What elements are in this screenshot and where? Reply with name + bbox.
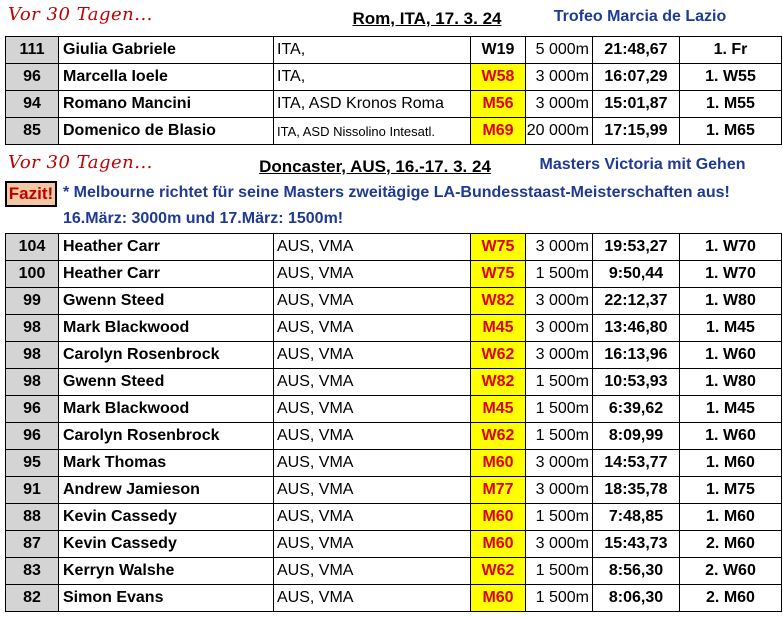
placing-cell: 1. W60 — [680, 342, 782, 369]
table-row — [6, 477, 782, 504]
points-cell: 82 — [6, 585, 59, 612]
points-cell: 111 — [6, 37, 59, 64]
distance-cell: 3 000m — [526, 531, 593, 558]
distance-cell: 1 500m — [526, 504, 593, 531]
athlete-name-cell: Andrew Jamieson — [59, 477, 274, 504]
time-cell: 16:13,96 — [593, 342, 680, 369]
age-class-cell: M69 — [471, 118, 526, 145]
points-cell: 96 — [6, 396, 59, 423]
distance-cell: 5 000m — [526, 37, 593, 64]
country-club-cell: ITA, ASD Kronos Roma — [274, 91, 471, 118]
table-row — [6, 450, 782, 477]
country-club-cell: ITA, — [274, 64, 471, 91]
time-cell: 16:07,29 — [593, 64, 680, 91]
note-melbourne: * Melbourne richtet für seine Masters zweitägige LA-Bundesstaast-Meisterschaften aus! — [63, 184, 730, 201]
age-class-cell: W19 — [471, 37, 526, 64]
age-class-cell: W75 — [471, 234, 526, 261]
placing-cell: 2. W60 — [680, 558, 782, 585]
points-cell: 85 — [6, 118, 59, 145]
athlete-name-cell: Heather Carr — [59, 234, 274, 261]
placing-cell: 1. M60 — [680, 450, 782, 477]
country-club-cell: AUS, VMA — [274, 315, 471, 342]
country-club-cell: AUS, VMA — [274, 450, 471, 477]
age-class-cell: M60 — [471, 531, 526, 558]
table-row — [6, 558, 782, 585]
placing-cell: 1. M45 — [680, 396, 782, 423]
country-club-cell: ITA, ASD Nissolino Intesatl. — [274, 118, 471, 145]
placing-cell: 1. M60 — [680, 504, 782, 531]
table-row — [6, 531, 782, 558]
placing-cell: 1. M75 — [680, 477, 782, 504]
country-club-cell: AUS, VMA — [274, 423, 471, 450]
athlete-name-cell: Mark Thomas — [59, 450, 274, 477]
table-row — [6, 261, 782, 288]
time-cell: 17:15,99 — [593, 118, 680, 145]
block2-results-table — [5, 233, 782, 612]
country-club-cell: AUS, VMA — [274, 288, 471, 315]
country-club-cell: AUS, VMA — [274, 531, 471, 558]
distance-cell: 3 000m — [526, 342, 593, 369]
placing-cell: 2. M60 — [680, 531, 782, 558]
table-row — [6, 342, 782, 369]
country-club-cell: AUS, VMA — [274, 369, 471, 396]
age-class-cell: W58 — [471, 64, 526, 91]
athlete-name-cell: Mark Blackwood — [59, 315, 274, 342]
country-club-cell: ITA, — [274, 37, 471, 64]
athlete-name-cell: Gwenn Steed — [59, 369, 274, 396]
time-cell: 22:12,37 — [593, 288, 680, 315]
time-cell: 7:48,85 — [593, 504, 680, 531]
age-class-cell: M56 — [471, 91, 526, 118]
table-row — [6, 504, 782, 531]
distance-cell: 20 000m — [526, 118, 593, 145]
table-row — [6, 288, 782, 315]
time-cell: 8:06,30 — [593, 585, 680, 612]
age-class-cell: W62 — [471, 423, 526, 450]
points-cell: 104 — [6, 234, 59, 261]
placing-cell: 1. W55 — [680, 64, 782, 91]
table-row — [6, 64, 782, 91]
distance-cell: 3 000m — [526, 234, 593, 261]
distance-cell: 1 500m — [526, 369, 593, 396]
block1-vor-label: Vor 30 Tagen... — [8, 4, 153, 25]
distance-cell: 3 000m — [526, 315, 593, 342]
points-cell: 96 — [6, 423, 59, 450]
points-cell: 91 — [6, 477, 59, 504]
distance-cell: 1 500m — [526, 261, 593, 288]
country-club-cell: AUS, VMA — [274, 261, 471, 288]
age-class-cell: M60 — [471, 504, 526, 531]
placing-cell: 1. M45 — [680, 315, 782, 342]
time-cell: 21:48,67 — [593, 37, 680, 64]
athlete-name-cell: Kevin Cassedy — [59, 504, 274, 531]
age-class-cell: W82 — [471, 369, 526, 396]
age-class-cell: W62 — [471, 342, 526, 369]
placing-cell: 1. W70 — [680, 261, 782, 288]
table-row — [6, 423, 782, 450]
points-cell: 100 — [6, 261, 59, 288]
table-row — [6, 118, 782, 145]
distance-cell: 1 500m — [526, 396, 593, 423]
age-class-cell: M60 — [471, 585, 526, 612]
country-club-cell: AUS, VMA — [274, 585, 471, 612]
placing-cell: 1. W70 — [680, 234, 782, 261]
points-cell: 88 — [6, 504, 59, 531]
points-cell: 83 — [6, 558, 59, 585]
time-cell: 18:35,78 — [593, 477, 680, 504]
time-cell: 6:39,62 — [593, 396, 680, 423]
time-cell: 15:01,87 — [593, 91, 680, 118]
table-row — [6, 37, 782, 64]
table-row — [6, 91, 782, 118]
points-cell: 94 — [6, 91, 59, 118]
age-class-cell: M77 — [471, 477, 526, 504]
points-cell: 98 — [6, 315, 59, 342]
athlete-name-cell: Domenico de Blasio — [59, 118, 274, 145]
distance-cell: 3 000m — [526, 91, 593, 118]
points-cell: 99 — [6, 288, 59, 315]
block2-vor-label: Vor 30 Tagen... — [8, 152, 153, 173]
placing-cell: 1. M55 — [680, 91, 782, 118]
time-cell: 19:53,27 — [593, 234, 680, 261]
block1-results-table — [5, 36, 782, 145]
athlete-name-cell: Carolyn Rosenbrock — [59, 342, 274, 369]
distance-cell: 3 000m — [526, 64, 593, 91]
time-cell: 13:46,80 — [593, 315, 680, 342]
age-class-cell: W75 — [471, 261, 526, 288]
placing-cell: 1. M65 — [680, 118, 782, 145]
country-club-cell: AUS, VMA — [274, 396, 471, 423]
athlete-name-cell: Romano Mancini — [59, 91, 274, 118]
athlete-name-cell: Giulia Gabriele — [59, 37, 274, 64]
age-class-cell: W62 — [471, 558, 526, 585]
country-club-cell: AUS, VMA — [274, 342, 471, 369]
distance-cell: 3 000m — [526, 288, 593, 315]
athlete-name-cell: Mark Blackwood — [59, 396, 274, 423]
time-cell: 10:53,93 — [593, 369, 680, 396]
note-dates: 16.März: 3000m und 17.März: 1500m! — [63, 210, 344, 227]
points-cell: 98 — [6, 342, 59, 369]
placing-cell: 2. M60 — [680, 585, 782, 612]
athlete-name-cell: Marcella Ioele — [59, 64, 274, 91]
table-row — [6, 585, 782, 612]
athlete-name-cell: Gwenn Steed — [59, 288, 274, 315]
time-cell: 15:43,73 — [593, 531, 680, 558]
distance-cell: 1 500m — [526, 558, 593, 585]
points-cell: 95 — [6, 450, 59, 477]
block1-city: Rom, ITA, 17. 3. 24 — [352, 9, 502, 28]
table-row — [6, 369, 782, 396]
distance-cell: 1 500m — [526, 423, 593, 450]
placing-cell: 1. W80 — [680, 369, 782, 396]
block1-event: Trofeo Marcia de Lazio — [553, 8, 727, 25]
block1-header — [0, 2, 783, 29]
block2-city: Doncaster, AUS, 16.-17. 3. 24 — [259, 157, 491, 176]
time-cell: 8:09,99 — [593, 423, 680, 450]
time-cell: 9:50,44 — [593, 261, 680, 288]
block2-event: Masters Victoria mit Gehen — [539, 156, 746, 173]
distance-cell: 3 000m — [526, 477, 593, 504]
table-row — [6, 315, 782, 342]
country-club-cell: AUS, VMA — [274, 558, 471, 585]
table-row — [6, 234, 782, 261]
points-cell: 98 — [6, 369, 59, 396]
fazit-badge: Fazit! — [5, 181, 57, 207]
athlete-name-cell: Heather Carr — [59, 261, 274, 288]
distance-cell: 1 500m — [526, 585, 593, 612]
age-class-cell: W82 — [471, 288, 526, 315]
country-club-cell: AUS, VMA — [274, 477, 471, 504]
block2-header — [0, 150, 783, 177]
placing-cell: 1. W60 — [680, 423, 782, 450]
country-club-cell: AUS, VMA — [274, 504, 471, 531]
age-class-cell: M45 — [471, 396, 526, 423]
country-club-cell: AUS, VMA — [274, 234, 471, 261]
points-cell: 87 — [6, 531, 59, 558]
athlete-name-cell: Simon Evans — [59, 585, 274, 612]
placing-cell: 1. W80 — [680, 288, 782, 315]
time-cell: 8:56,30 — [593, 558, 680, 585]
age-class-cell: M60 — [471, 450, 526, 477]
athlete-name-cell: Kerryn Walshe — [59, 558, 274, 585]
points-cell: 96 — [6, 64, 59, 91]
athlete-name-cell: Kevin Cassedy — [59, 531, 274, 558]
age-class-cell: M45 — [471, 315, 526, 342]
table-row — [6, 396, 782, 423]
distance-cell: 3 000m — [526, 450, 593, 477]
placing-cell: 1. Fr — [680, 37, 782, 64]
time-cell: 14:53,77 — [593, 450, 680, 477]
athlete-name-cell: Carolyn Rosenbrock — [59, 423, 274, 450]
